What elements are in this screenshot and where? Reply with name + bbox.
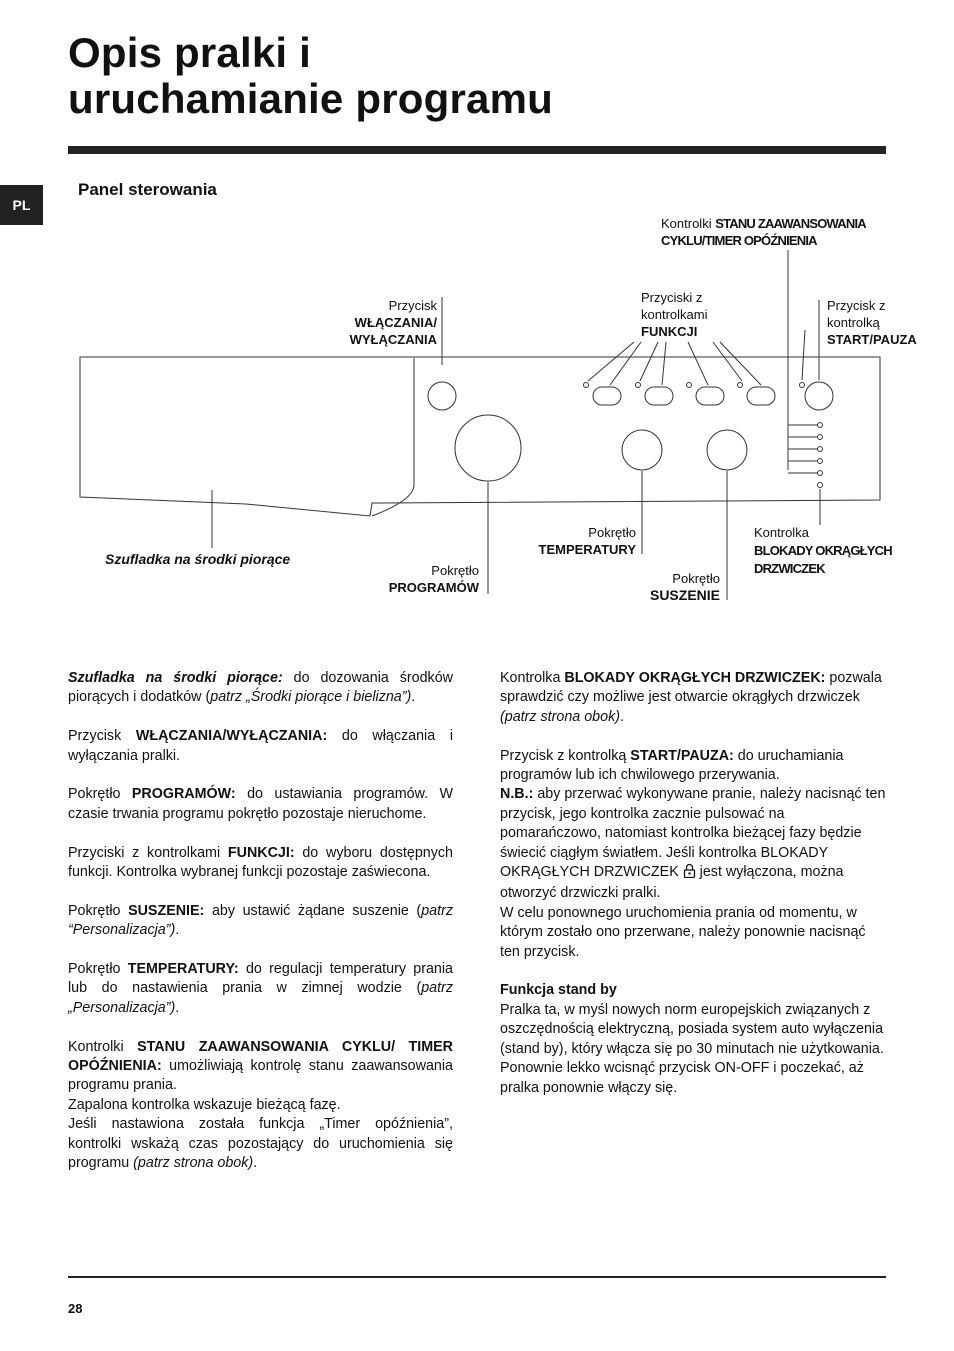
label-function-buttons: [641, 289, 707, 340]
page-title-line-1: Opis pralki i: [68, 29, 312, 76]
function-button-1-shape: [593, 387, 621, 405]
footer-rule: [68, 1276, 886, 1278]
label-prog-1: Pokrętło: [431, 563, 479, 578]
section-title: Panel sterowania: [78, 180, 217, 199]
function-led-2: [636, 383, 641, 388]
label-temp-1: Pokrętło: [588, 525, 636, 540]
label-status-prefix: Kontrolki: [661, 216, 712, 231]
label-drying-knob: [600, 570, 720, 604]
status-led-4: [818, 459, 823, 464]
label-dry-2: SUSZENIE: [649, 587, 720, 603]
desc-door-lock: Kontrolka BLOKADY OKRĄGŁYCH DRZWICZEK: pozwala sprawdzić czy możliwe jest otwarcie okrągłych drzwiczek (patrz strona obok).: [500, 670, 882, 725]
desc-status-leds-line2: Zapalona kontrolka wskazuje bieżącą fazę.: [68, 1096, 341, 1113]
label-start-2: kontrolką: [827, 315, 880, 330]
standby-text: Pralka ta, w myśl nowych norm europejskich związanych z oszczędnością elektryczną, posiada system auto wyłączenia (stand by), który włącza się po 30 minutach nie użytkowania. Ponownie lekko wcisnąć przycisk ON-OFF i poczekać, aż pralka ponownie włączy się.: [500, 1001, 884, 1096]
leader-start-led: [802, 330, 805, 380]
leader-func-3: [640, 342, 658, 381]
label-func-2: kontrolkami: [641, 307, 708, 322]
door-lock-led: [818, 483, 823, 488]
start-led: [800, 383, 805, 388]
page-title-line-2: uruchamianie programu: [68, 75, 553, 122]
desc-temperature-knob: Pokrętło TEMPERATURY: do regulacji temperatury prania lub do nastawienia prania w zimnej wodzie (patrz „Personalizacja”).: [68, 961, 454, 1016]
label-door-lock: [754, 524, 892, 578]
label-start-button: [827, 297, 917, 348]
start-button-shape: [805, 382, 833, 410]
desc-nb-line2: W celu ponownego uruchomienia prania od momentu, w którym zostało ono przerwane, należy ponownie nacisnąć ten przycisk.: [500, 904, 866, 960]
leader-func-4: [662, 342, 666, 385]
onoff-button-shape: [428, 382, 456, 410]
desc-function-buttons: Przyciski z kontrolkami FUNKCJI: do wyboru dostępnych funkcji. Kontrolka wybranej funkcji pozostaje zaświecona.: [68, 844, 453, 881]
page-number: 28: [68, 1301, 83, 1316]
label-status-bold-1: STANU ZAAWANSOWANIA: [715, 216, 866, 231]
left-column: [68, 669, 453, 1173]
padlock-icon: [683, 863, 696, 884]
label-func-1: Przyciski z: [641, 290, 703, 305]
standby-title: Funkcja stand by: [500, 982, 617, 999]
label-temperature-knob: [500, 524, 636, 558]
label-lock-3: DRZWICZEK: [754, 561, 825, 576]
label-lock-2: BLOKADY OKRĄGŁYCH: [754, 543, 892, 558]
label-program-knob: [340, 562, 479, 596]
label-drawer: Szufladka na środki piorące: [105, 551, 291, 567]
drying-knob-shape: [707, 430, 747, 470]
label-onoff-1: Przycisk: [388, 298, 437, 313]
function-button-2-shape: [645, 387, 673, 405]
label-lock-1: Kontrolka: [754, 525, 809, 540]
label-start-1: Przycisk z: [827, 298, 886, 313]
language-tab: PL: [0, 185, 43, 225]
right-column: [500, 669, 886, 1098]
status-led-3: [818, 447, 823, 452]
temperature-knob-shape: [622, 430, 662, 470]
function-led-1: [584, 383, 589, 388]
label-status-leds: [661, 215, 866, 249]
desc-status-leds-line3: Jeśli nastawiona została funkcja „Timer opóźnienia”, kontrolki wskażą czas pozostający do uruchomienia się programu (patrz strona obok).: [68, 1116, 453, 1172]
label-dry-1: Pokrętło: [672, 571, 720, 586]
label-start-3: START/PAUZA: [827, 332, 917, 347]
desc-program-knob: Pokrętło PROGRAMÓW: do ustawiania programów. W czasie trwania programu pokrętło pozostaje nieruchome.: [68, 786, 453, 822]
desc-drying-knob: Pokrętło SUSZENIE: aby ustawić żądane suszenie (patrz “Personalizacja”).: [68, 902, 453, 939]
panel-outline: [80, 357, 880, 516]
desc-nb: N.B.: aby przerwać wykonywane pranie, należy nacisnąć ten przycisk, jego kontrolka zacznie pulsować na pomarańczowo, natomiast kontrolka bieżącej fazy będzie świecić ciągłym światłem. Jeśli kontrolka BLOKADY OKRĄGŁYCH DRZWICZEK jest wyłączona, można otworzyć drzwiczki pralki.: [500, 786, 886, 902]
label-temp-2: TEMPERATURY: [538, 542, 636, 557]
status-led-1: [818, 423, 823, 428]
label-onoff-3: WYŁĄCZANIA: [349, 332, 437, 347]
desc-start-button: Przycisk z kontrolką START/PAUZA: do uruchamiania programów lub ich chwilowego przerywania.: [500, 747, 844, 784]
function-button-3-shape: [696, 387, 724, 405]
label-onoff-2: WŁĄCZANIA/: [354, 315, 437, 330]
desc-drawer: Szufladka na środki piorące: do dozowania środków piorących i dodatków (patrz „Środki piorące i bielizna”).: [68, 670, 453, 706]
desc-status-leds: Kontrolki STANU ZAAWANSOWANIA CYKLU/ TIMER OPÓŹNIENIA: umożliwiają kontrolę stanu zaawansowania programu prania.: [68, 1038, 453, 1094]
function-led-3: [687, 383, 692, 388]
function-button-4-shape: [747, 387, 775, 405]
program-knob-shape: [455, 415, 521, 481]
desc-onoff: Przycisk WŁĄCZANIA/WYŁĄCZANIA: do włączania i wyłączania pralki.: [68, 728, 453, 764]
drawer-divider: [372, 358, 414, 516]
status-led-5: [818, 471, 823, 476]
leader-func-6: [713, 342, 742, 381]
function-led-4: [738, 383, 743, 388]
label-func-3: FUNKCJI: [641, 324, 698, 339]
label-onoff: [300, 297, 437, 348]
leader-func-5: [688, 342, 708, 385]
label-status-bold-2: CYKLU/TIMER OPÓŹNIENIA: [661, 233, 817, 248]
leader-func-2: [610, 342, 641, 385]
status-led-2: [818, 435, 823, 440]
label-prog-2: PROGRAMÓW: [388, 580, 479, 595]
